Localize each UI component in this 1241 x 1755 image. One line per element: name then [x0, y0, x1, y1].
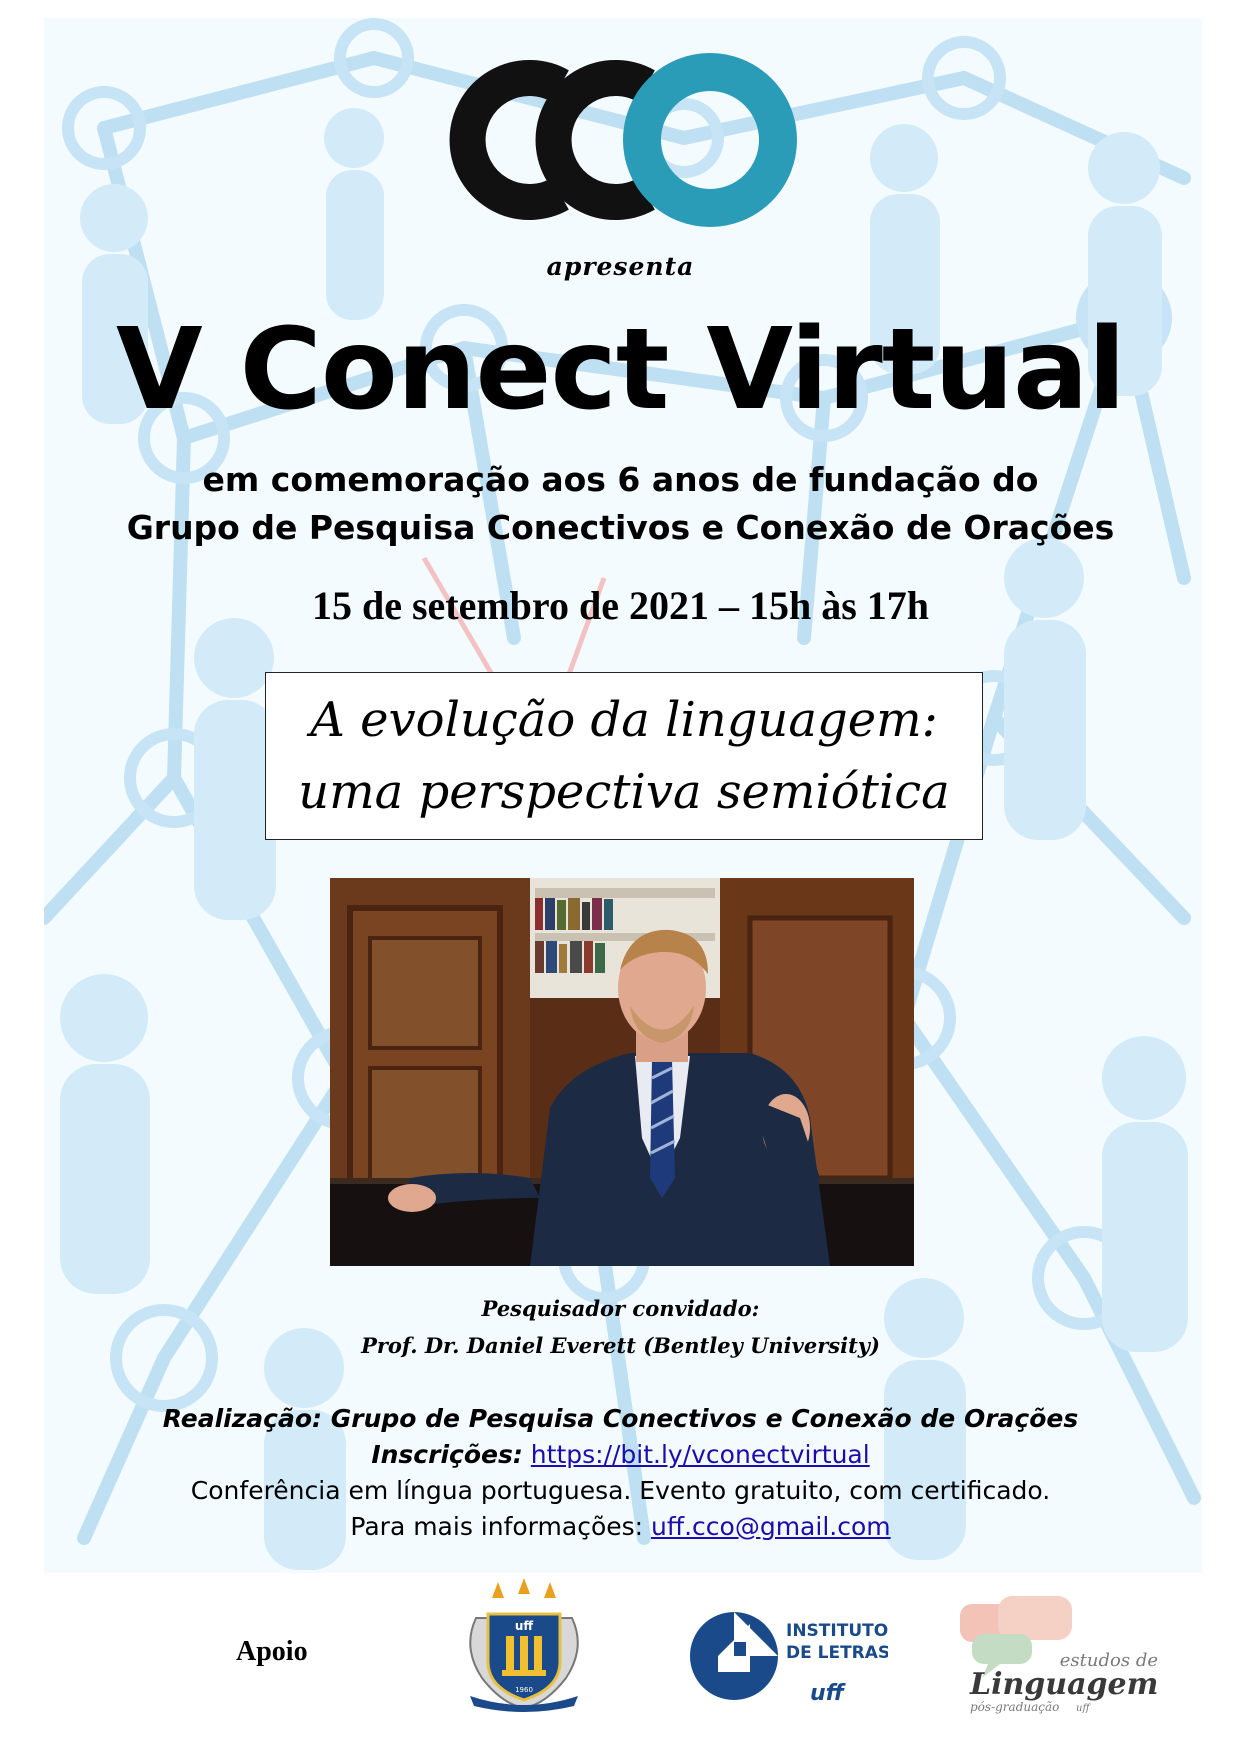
organizer-line: Realização: Grupo de Pesquisa Conectivos e Conexão de Orações — [162, 1404, 1079, 1433]
event-title: V Conect Virtual — [115, 305, 1125, 435]
event-subtitle — [0, 456, 1241, 552]
registration-label: Inscrições: — [371, 1440, 523, 1469]
intro-text: apresenta — [546, 252, 695, 281]
lecture-title-box — [265, 672, 983, 840]
crest-year: 1960 — [515, 1686, 533, 1694]
support-label: Apoio — [236, 1636, 308, 1667]
estudos-line-2: Linguagem — [970, 1667, 1159, 1702]
instituto-letras-logo — [678, 1596, 888, 1716]
lecture-title-line-2: uma perspectiva semiótica — [298, 764, 950, 820]
instituto-uff: uff — [810, 1681, 844, 1706]
uff-crest-logo — [462, 1578, 586, 1714]
speaker-name: Prof. Dr. Daniel Everett (Bentley University) — [361, 1333, 880, 1358]
uff-crest-icon — [462, 1578, 586, 1714]
instituto-letras-icon — [678, 1596, 888, 1716]
speaker-photo-illustration — [330, 878, 914, 1266]
estudos-line-1: estudos de — [1059, 1650, 1158, 1671]
cco-logo — [448, 52, 800, 228]
contact-line — [0, 1512, 1241, 1541]
estudos-linguagem-logo — [958, 1594, 1180, 1714]
cco-logo-mark — [448, 52, 800, 228]
estudos-uff: uff — [1076, 1703, 1090, 1714]
contact-email-link[interactable]: uff.cco@gmail.com — [651, 1512, 891, 1541]
registration-line — [0, 1440, 1241, 1469]
subtitle-line-1: em comemoração aos 6 anos de fundação do — [202, 460, 1039, 499]
subtitle-line-2: Grupo de Pesquisa Conectivos e Conexão de Orações — [126, 508, 1115, 547]
crest-uff-text: uff — [514, 1619, 534, 1633]
event-date: 15 de setembro de 2021 – 15h às 17h — [311, 583, 930, 628]
instituto-line-1: INSTITUTO — [786, 1621, 888, 1641]
instituto-line-2: DE LETRAS — [786, 1643, 888, 1663]
lecture-title-line-1: A evolução da linguagem: — [310, 692, 938, 748]
speaker-photo — [330, 878, 914, 1266]
conference-note: Conferência em língua portuguesa. Evento gratuito, com certificado. — [190, 1476, 1051, 1505]
estudos-linguagem-icon — [958, 1594, 1180, 1714]
speaker-role: Pesquisador convidado: — [481, 1296, 760, 1321]
registration-link[interactable]: https://bit.ly/vconectvirtual — [530, 1440, 870, 1469]
contact-label: Para mais informações: — [350, 1512, 644, 1541]
estudos-line-3: pós-graduação — [970, 1700, 1060, 1714]
